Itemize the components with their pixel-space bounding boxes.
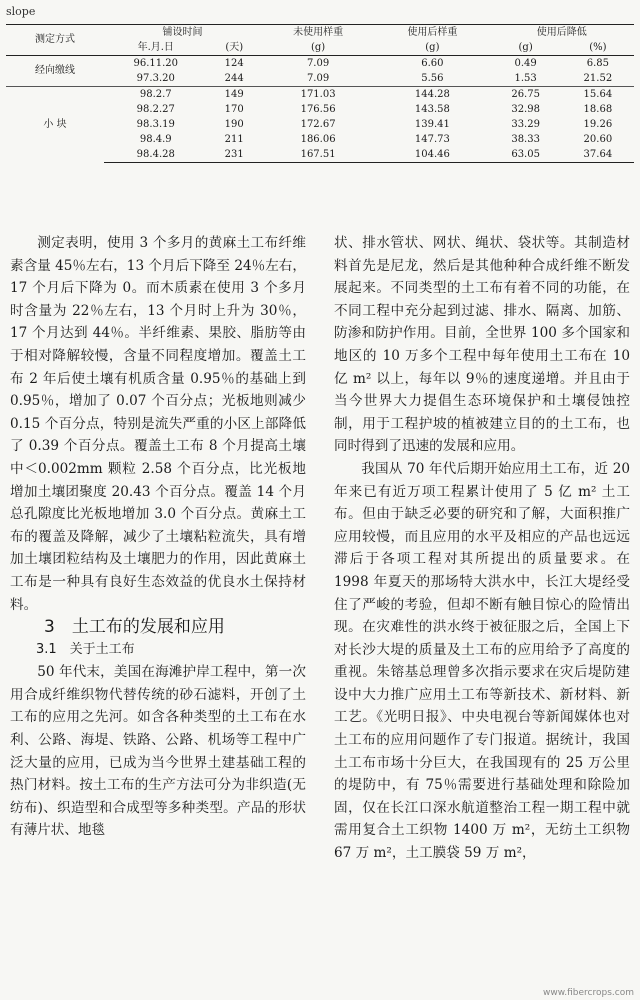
- table-row: 98.2.27 170 176.56 143.58 32.98 18.68: [136, 103, 613, 115]
- body-paragraph: 50 年代末，美国在海滩护岸工程中，第一次用合成纤维织物代替传统的砂石滤料，开创了土工布的应用之先河。如含各种类型的土工布在水利、公路、海堤、铁路、公路、机场等工程中广泛大量的应用，已成为当今世界土建基础工程的热门材料。按土工布的生产方法可分为非织造(无纺布)、织造型和合成型等多种类型。产品的形状有薄片状、地毯: [10, 664, 306, 839]
- subheader-reduction-pct: (%): [562, 40, 634, 56]
- subheader-used-g: (g): [375, 40, 489, 56]
- body-paragraph: 状、排水管状、网状、绳状、袋状等。其制造材料首先是尼龙，然后是其他种种合成纤维不断发展起来。不同类型的土工布有着不同的功能，在不同工程中充分起到过滤、排水、隔离、加筋、防渗和防护作用。目前，全世界 100 多个国家和地区的 10 万多个工程中每年使用土工布在 10 亿 m² 以上，每年以 9％的速度递增。并且由于当今世界大力提倡生态环境保护和土壤侵蚀控制，用于工程护坡的植被建立目的的土工布，也同时得到了迅速的发展和应用。: [334, 235, 630, 455]
- watermark: www.fibercrops.com: [543, 988, 634, 998]
- table-row: 经向缴线 96.11.20 124 7.09 6.60 0.49 6.85: [6, 56, 634, 72]
- table-row: 小 块 98.2.7 149 171.03 144.28 26.75 15.64: [6, 87, 634, 103]
- table-header-row: [6, 25, 634, 41]
- group-label: 小 块: [6, 87, 104, 163]
- col-header-reduction: 使用后降低: [490, 25, 634, 41]
- subheader-days: (天): [208, 40, 261, 56]
- running-header: slope: [6, 5, 36, 18]
- table-row: 98.4.28 231 167.51 104.46 63.05 37.64: [6, 147, 634, 163]
- left-column: [10, 232, 306, 842]
- col-header-method: 测定方式: [6, 25, 104, 56]
- subheader-unused-g: (g): [261, 40, 375, 56]
- body-paragraph: 测定表明，使用 3 个多月的黄麻土工布纤维素含量 45％左右，13 个月后下降至 24％左右，17 个月后下降为 0。而木质素在使用 3 个多月时含量为 22％左右，13 个月时上升为 30％，17 个月达到 44％。半纤维素、果胶、脂肪等由于相对降解较慢，含量不同程度增加。覆盖土工布 2 年后使土壤有机质含量 0.95％的基础上到 0.95％，增加了 0.07 个百分点；光板地则减少 0.15 个百分点，特别是流失严重的小区上部降低了 0.39 个百分点。覆盖土工布 8 个月提高土壤中＜0.002mm 颗粒 2.58 个百分点，比光板地增加土壤团聚度 20.43 个百分点。覆盖 14 个月总孔隙度比光板地增加 3.0 个百分点。黄麻土工布的覆盖及降解，减少了土壤粘粒流失，具有增加土壤团粒结构及土壤肥力的作用，因此黄麻土工布是一种具有良好生态效益的优良水土保持材料。: [10, 235, 306, 613]
- subsection-heading: 3.1 关于土工布: [36, 641, 135, 657]
- col-header-used-weight: 使用后样重: [375, 25, 489, 41]
- subheader-reduction-g: (g): [490, 40, 562, 56]
- group-label: 经向缴线: [35, 65, 75, 76]
- col-header-time: 铺设时间: [104, 25, 261, 41]
- right-column: [334, 232, 630, 865]
- table-row: 98.4.9 211 186.06 147.73 38.33 20.60: [139, 133, 613, 145]
- subheader-date: 年.月.日: [104, 40, 208, 56]
- table-row: 97.3.20 244 7.09 5.56 1.53 21.52: [136, 72, 613, 84]
- table-row: 98.3.19 190 172.67 139.41 33.29 19.26: [136, 118, 613, 130]
- col-header-unused-weight: 未使用样重: [261, 25, 375, 41]
- data-table: [6, 24, 634, 163]
- body-paragraph: 我国从 70 年代后期开始应用土工布，近 20 年来已有近万项工程累计使用了 5 亿 m² 土工布。但由于缺乏必要的研究和了解，大面积推广应用较慢，而且应用的水平及相应的产品也远远滞后于各项工程对其所提出的质量要求。在 1998 年夏天的那场特大洪水中，长江大堤经受住了严峻的考验，但却不断有触目惊心的险情出现。在灾难性的洪水终于被征服之后，全国上下对长沙大堤的质量及土工布的应用给予了高度的重视。朱镕基总理曾多次指示要求在灾后堤防建设中大力推广应用土工布等新技术、新材料、新工艺。《光明日报》、中央电视台等新闻媒体也对土工布的应用问题作了专门报道。据统计，我国土工布市场十分巨大，在我国现有的 25 万公里的堤防中，有 75％需要进行基础处理和除险加固，仅在长江口深水航道整治工程一期工程中就需用复合土工织物 1400 万 m²，无纺土工织物 67 万 m²，土工膜袋 59 万 m²，: [334, 460, 630, 862]
- section-heading: 3 土工布的发展和应用: [44, 617, 225, 638]
